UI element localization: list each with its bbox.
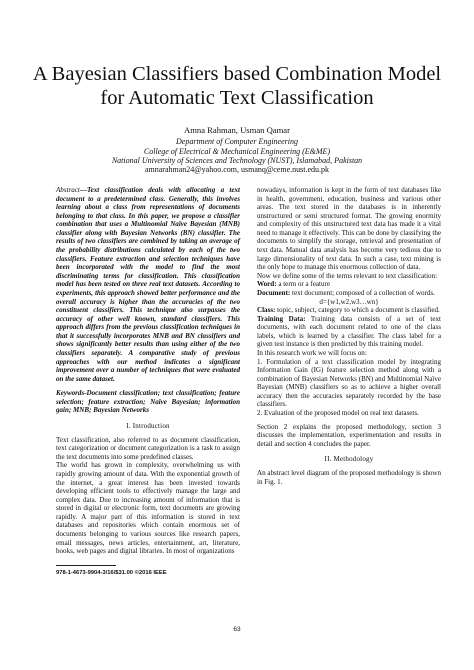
definition-word [257, 280, 441, 289]
author-block [0, 126, 474, 174]
definition-word-text: a term or a feature [276, 280, 330, 289]
abstract-body: —Text classification deals with allocating a text document to a predetermined class. Generally, this involves learning about a class from representations of documents belonging to that class. In this paper, we propose a classifier combination that uses a Multinomial Naïve Bayesian (MNB) classifier along with Bayesian Networks (BN) classifier. The results of two classifiers are combined by taking an average of the probability distributions calculated by each of the two classifiers. Feature extraction and selection techniques have been incorporated with the model to find the most discriminating terms for classification. This classification model has been tested on three real text datasets. According to experiments, this approach showed better performance and the overall accuracy is higher than the accuracies of the two constituent classifiers. This technique also surpasses the accuracy of other well known, standard classifiers. This approach differs from the previous classification techniques in that it successfully incorporates MNB and BN classifiers and shows significantly better results than using either of the two classifiers separately. A comparative study of previous approaches with our method indicates a significant improvement over a number of techniques that were evaluated on the same dataset. [56, 186, 240, 383]
definition-training [257, 315, 441, 349]
definition-training-text: Training data consists of a set of text documents, with each document related to one of the class labels, which is learned by a classifier. The class label for a given test instance is then predicted by this training model. [257, 314, 441, 349]
author-department: Department of Computer Engineering [176, 137, 298, 147]
abstract-lead: Abstract [56, 186, 80, 194]
section-heading-methodology: II. Methodology [324, 455, 374, 464]
definition-document [257, 289, 441, 298]
author-names: Amna Rahman, Usman Qamar [184, 125, 290, 135]
abstract [56, 186, 240, 383]
footnote-rule [56, 565, 116, 566]
left-column [56, 186, 240, 556]
section-heading-introduction: I. Introduction [126, 422, 170, 431]
author-college: College of Electrical & Mechanical Engineering (E&ME) [143, 146, 331, 156]
intro-paragraph-2: The world has grown in complexity, overwhelming us with rapidly growing amount of data. With the exponential growth of the internet, a great interest has been invested towards developing efficient tools to effectively manage the large and complex data. Due to increasing amount of information that is stored in digital or electronic form, text documents are growing rapidly. A major part of this information is stored in text databases and repositories which contain enormous set of documents belonging to various sources like research papers, email messages, news articles, entertainment, art, literature, books, web pages and digital libraries. In most of organizations [56, 461, 240, 556]
definition-word-label: Word: [257, 280, 277, 289]
focus-point-2: 2. Evaluation of the proposed model on real text datasets. [257, 409, 419, 418]
document-formula: d={w1,w2,w3…wn} [319, 297, 379, 306]
definition-document-text: text document; composed of a collection of words. [290, 288, 435, 297]
page-number: 63 [233, 626, 241, 633]
right-paragraph-1: nowadays, information is kept in the form of text databases like in health, government, education, business and various other areas. The text stored in the databases is in inherently unstructured or semi structured format. The growing enormity and complexity of this unstructured text data has made it a vital need to manage it effectively. This can be done by classifying the documents to simplify the storage, retrieval and presentation of text data. Manual data analysis has become very tedious due to large dimensionality of text data. In such a case, text mining is the only hope to manage this enormous collection of data. [257, 186, 442, 272]
right-column [257, 186, 441, 486]
author-emails: amnarahman24@yahoo.com, usmanq@ceme.nust.edu.pk [144, 165, 330, 175]
focus-point-1: 1. Formulation of a text classification model by integrating Information Gain (IG) feature selection method along with a combination of Bayesian Networks (BN) and Multinomial Naïve Bayesian (MNB) classifiers so as to achieve a higher overall accuracy then the accuracies separately recorded by the base classifiers. [257, 357, 441, 409]
definition-class [257, 306, 441, 315]
author-university: National University of Sciences and Technology (NUST), Islamabad, Pakistan [111, 155, 363, 165]
definition-training-label: Training Data: [257, 314, 306, 323]
intro-paragraph-1: Text classification, also referred to as document classification, text categorization or document categorization is a task to assign the text documents into some predefined classes. [56, 435, 240, 461]
work-intro: In this research work we will focus on: [257, 348, 367, 357]
paper-title: A Bayesian Classifiers based Combination Model for Automatic Text Classification [32, 63, 442, 109]
right-paragraph-2: Now we define some of the terms relevant to text classification: [257, 271, 438, 280]
right-paragraph-3: Section 2 explains the proposed methodology, section 3 discusses the implementation, experimentation and results in detail and section 4 concludes the paper. [257, 422, 441, 448]
keywords: Keywords-Document classification; text classification; feature selection; feature extraction; Naïve Bayesian; information gain; MNB; Bayesian Networks [56, 389, 240, 415]
definition-document-label: Document: [257, 288, 291, 297]
copyright-notice: 978-1-4673-9904-3/16/$31.00 ©2016 IEEE [56, 570, 167, 576]
definition-class-text: topic, subject, category to which a document is classified. [275, 306, 440, 315]
methodology-paragraph-1: An abstract level diagram of the proposed methodology is shown in Fig. 1. [257, 468, 441, 486]
definition-class-label: Class: [257, 306, 276, 315]
